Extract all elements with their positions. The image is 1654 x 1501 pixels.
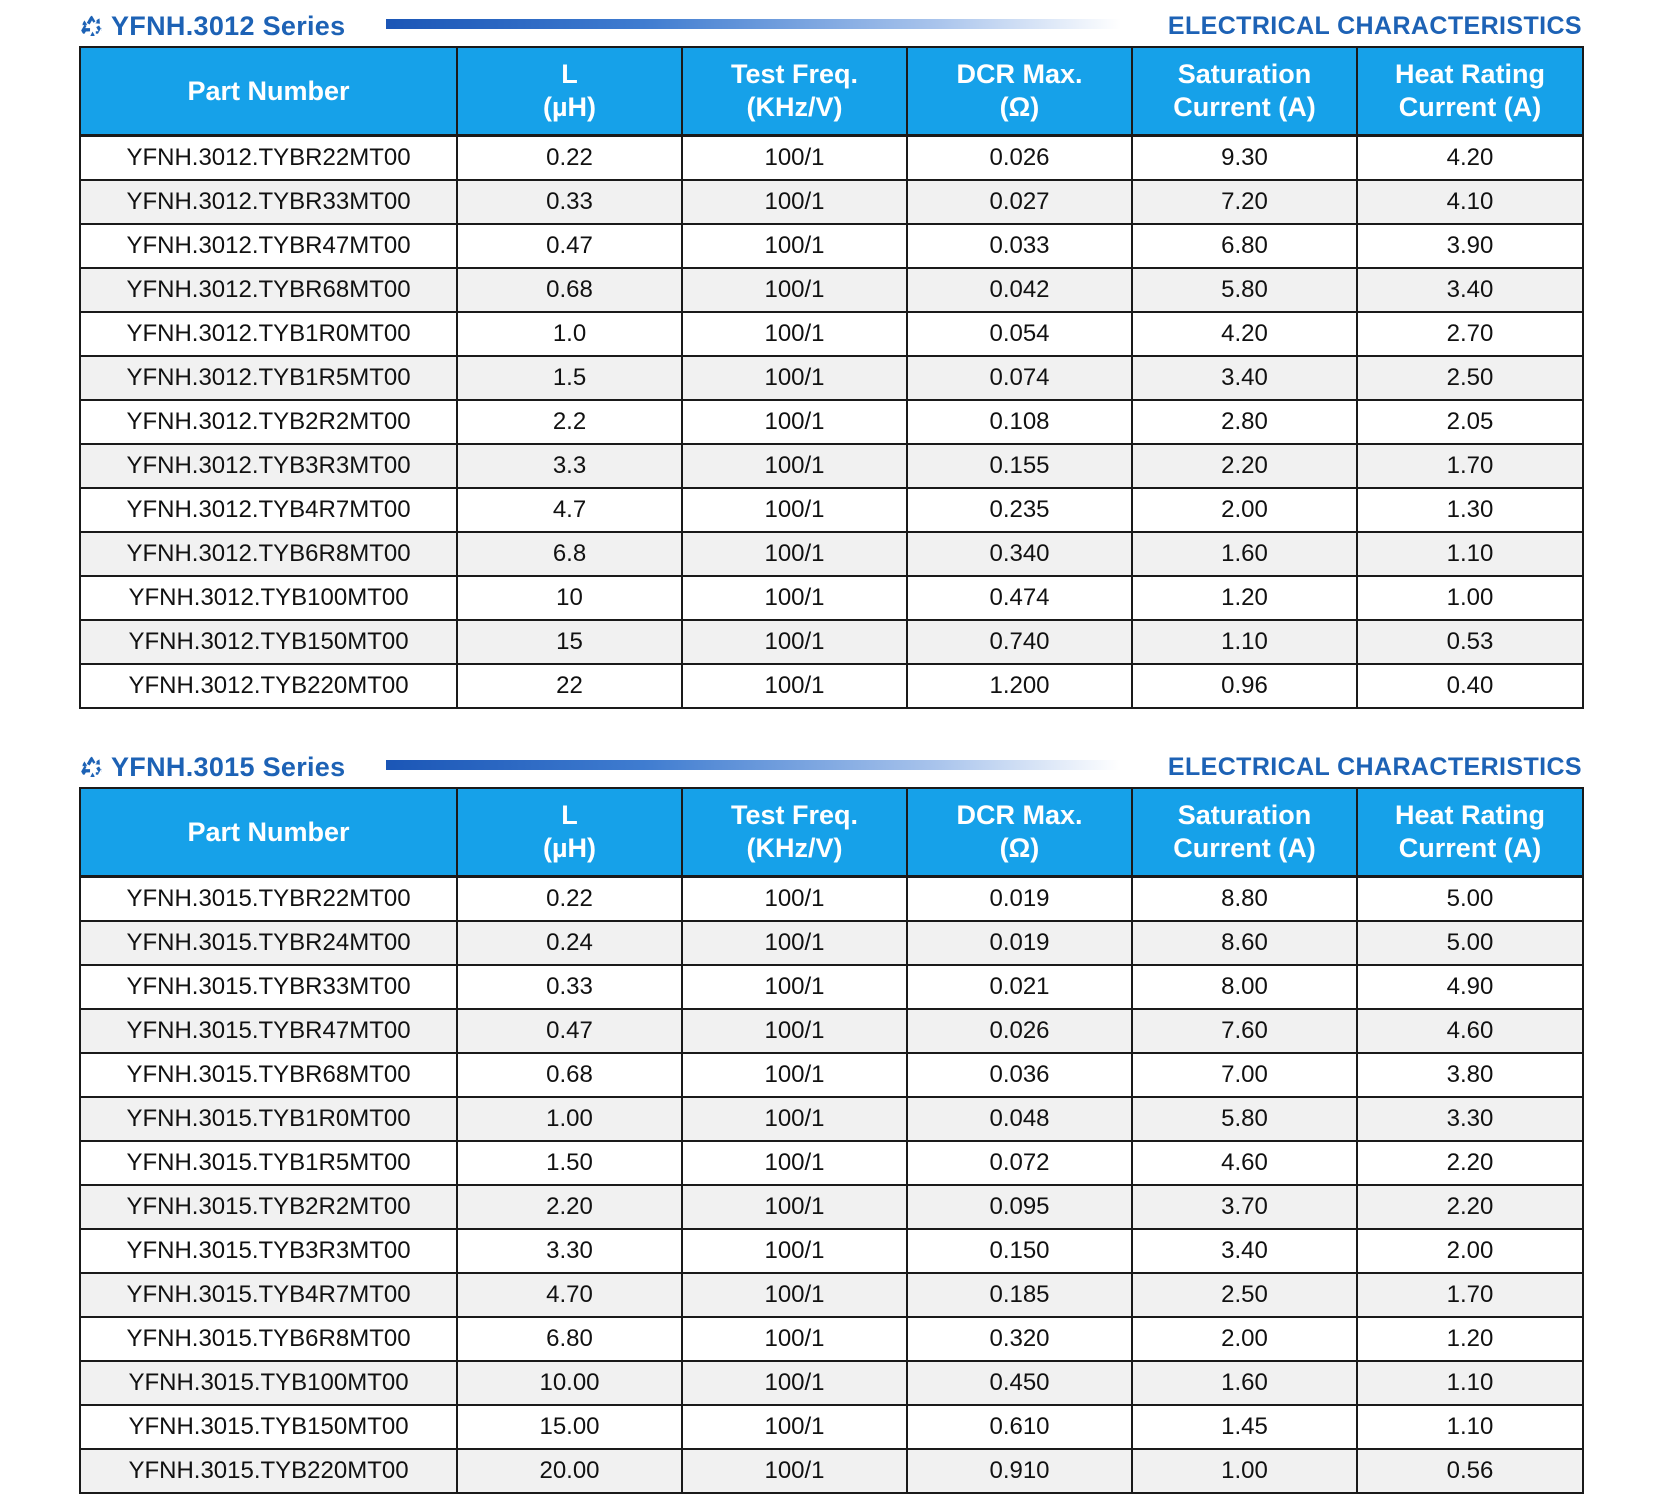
heat-rating-current-cell: 1.70	[1357, 1273, 1583, 1317]
table-row	[80, 1361, 1583, 1405]
heat-rating-current-cell: 3.80	[1357, 1053, 1583, 1097]
saturation-current-cell: 7.00	[1132, 1053, 1357, 1097]
inductance-cell: 4.70	[457, 1273, 682, 1317]
heat-rating-current-cell: 5.00	[1357, 921, 1583, 965]
heat-rating-current-cell: 3.40	[1357, 268, 1583, 312]
test-freq-cell: 100/1	[682, 965, 907, 1009]
inductance-cell: 15	[457, 620, 682, 664]
dcr-cell: 0.108	[907, 400, 1132, 444]
dcr-cell: 0.026	[907, 1009, 1132, 1053]
part-number-cell: YFNH.3015.TYB6R8MT00	[80, 1317, 457, 1361]
inductance-cell: 15.00	[457, 1405, 682, 1449]
dcr-cell: 0.027	[907, 180, 1132, 224]
dcr-cell: 0.026	[907, 136, 1132, 181]
inductance-cell: 4.7	[457, 488, 682, 532]
title-gradient-bar	[386, 760, 1121, 770]
part-number-cell: YFNH.3012.TYB6R8MT00	[80, 532, 457, 576]
saturation-current-cell: 1.00	[1132, 1449, 1357, 1493]
inductance-cell: 1.50	[457, 1141, 682, 1185]
table-row	[80, 1449, 1583, 1493]
test-freq-cell: 100/1	[682, 1009, 907, 1053]
heat-rating-current-cell: 2.20	[1357, 1185, 1583, 1229]
inductance-cell: 0.22	[457, 136, 682, 181]
inductance-cell: 0.47	[457, 1009, 682, 1053]
saturation-current-cell: 2.80	[1132, 400, 1357, 444]
part-number-cell: YFNH.3015.TYB220MT00	[80, 1449, 457, 1493]
test-freq-cell: 100/1	[682, 1097, 907, 1141]
test-freq-cell: 100/1	[682, 180, 907, 224]
saturation-current-cell: 7.20	[1132, 180, 1357, 224]
saturation-current-cell: 2.50	[1132, 1273, 1357, 1317]
series-title-text: YFNH.3012 Series	[111, 10, 346, 41]
dcr-cell: 0.019	[907, 921, 1132, 965]
heat-rating-current-cell: 4.60	[1357, 1009, 1583, 1053]
table-row	[80, 312, 1583, 356]
table-row	[80, 400, 1583, 444]
saturation-current-cell: 2.00	[1132, 488, 1357, 532]
table-row	[80, 921, 1583, 965]
saturation-current-cell: 3.40	[1132, 356, 1357, 400]
part-number-cell: YFNH.3012.TYBR22MT00	[80, 136, 457, 181]
part-number-cell: YFNH.3012.TYB150MT00	[80, 620, 457, 664]
inductance-cell: 0.33	[457, 180, 682, 224]
saturation-current-cell: 5.80	[1132, 1097, 1357, 1141]
title-gradient-bar	[386, 19, 1121, 29]
spec-table	[79, 787, 1584, 1494]
dcr-cell: 0.235	[907, 488, 1132, 532]
test-freq-cell: 100/1	[682, 1273, 907, 1317]
test-freq-cell: 100/1	[682, 268, 907, 312]
saturation-current-cell: 0.96	[1132, 664, 1357, 708]
recycle-icon	[79, 13, 105, 39]
inductance-header: L (µH)	[457, 788, 682, 877]
dcr-max-header: DCR Max. (Ω)	[907, 788, 1132, 877]
table-row	[80, 1317, 1583, 1361]
inductance-cell: 0.33	[457, 965, 682, 1009]
part-number-cell: YFNH.3015.TYB1R0MT00	[80, 1097, 457, 1141]
table-row	[80, 1405, 1583, 1449]
test-freq-cell: 100/1	[682, 136, 907, 181]
part-number-cell: YFNH.3012.TYB3R3MT00	[80, 444, 457, 488]
dcr-cell: 0.095	[907, 1185, 1132, 1229]
heat-rating-current-cell: 1.30	[1357, 488, 1583, 532]
saturation-current-cell: 8.00	[1132, 965, 1357, 1009]
heat-rating-current-cell: 1.10	[1357, 532, 1583, 576]
part-number-cell: YFNH.3012.TYB1R0MT00	[80, 312, 457, 356]
dcr-max-header: DCR Max. (Ω)	[907, 47, 1132, 136]
table-row	[80, 180, 1583, 224]
saturation-current-cell: 1.20	[1132, 576, 1357, 620]
table-row	[80, 532, 1583, 576]
table-row	[80, 444, 1583, 488]
dcr-cell: 0.740	[907, 620, 1132, 664]
inductance-cell: 0.47	[457, 224, 682, 268]
dcr-cell: 0.036	[907, 1053, 1132, 1097]
saturation-current-cell: 4.20	[1132, 312, 1357, 356]
table-row	[80, 356, 1583, 400]
series-title	[79, 6, 345, 46]
test-freq-cell: 100/1	[682, 224, 907, 268]
inductance-cell: 6.8	[457, 532, 682, 576]
table-row	[80, 965, 1583, 1009]
part-number-cell: YFNH.3012.TYB2R2MT00	[80, 400, 457, 444]
test-freq-cell: 100/1	[682, 1141, 907, 1185]
electrical-characteristics-title: ELECTRICAL CHARACTERISTICS	[1167, 753, 1582, 781]
series-section	[79, 745, 1582, 1494]
part-number-cell: YFNH.3015.TYBR47MT00	[80, 1009, 457, 1053]
saturation-current-cell: 2.00	[1132, 1317, 1357, 1361]
dcr-cell: 0.450	[907, 1361, 1132, 1405]
test-freq-cell: 100/1	[682, 400, 907, 444]
test-freq-cell: 100/1	[682, 1361, 907, 1405]
part-number-cell: YFNH.3015.TYB4R7MT00	[80, 1273, 457, 1317]
part-number-header: Part Number	[80, 788, 457, 877]
inductance-cell: 1.5	[457, 356, 682, 400]
dcr-cell: 0.042	[907, 268, 1132, 312]
part-number-cell: YFNH.3012.TYBR47MT00	[80, 224, 457, 268]
section-header	[79, 4, 1582, 46]
dcr-cell: 1.200	[907, 664, 1132, 708]
heat-rating-current-cell: 2.20	[1357, 1141, 1583, 1185]
table-row	[80, 1053, 1583, 1097]
inductance-cell: 10.00	[457, 1361, 682, 1405]
saturation-current-cell: 7.60	[1132, 1009, 1357, 1053]
inductance-cell: 2.20	[457, 1185, 682, 1229]
saturation-current-cell: 8.80	[1132, 877, 1357, 922]
test-freq-header: Test Freq. (KHz/V)	[682, 47, 907, 136]
part-number-cell: YFNH.3012.TYBR33MT00	[80, 180, 457, 224]
inductance-cell: 2.2	[457, 400, 682, 444]
heat-rating-current-cell: 4.10	[1357, 180, 1583, 224]
table-row	[80, 268, 1583, 312]
table-row	[80, 620, 1583, 664]
series-title-text: YFNH.3015 Series	[111, 751, 346, 782]
heat-rating-current-cell: 0.56	[1357, 1449, 1583, 1493]
inductance-cell: 0.24	[457, 921, 682, 965]
test-freq-cell: 100/1	[682, 488, 907, 532]
part-number-cell: YFNH.3012.TYB100MT00	[80, 576, 457, 620]
inductance-cell: 3.30	[457, 1229, 682, 1273]
dcr-cell: 0.340	[907, 532, 1132, 576]
table-body	[80, 136, 1583, 709]
saturation-current-cell: 6.80	[1132, 224, 1357, 268]
dcr-cell: 0.072	[907, 1141, 1132, 1185]
heat-rating-current-cell: 4.20	[1357, 136, 1583, 181]
test-freq-cell: 100/1	[682, 1229, 907, 1273]
heat-rating-current-cell: 2.00	[1357, 1229, 1583, 1273]
heat-rating-current-cell: 5.00	[1357, 877, 1583, 922]
part-number-cell: YFNH.3015.TYBR22MT00	[80, 877, 457, 922]
recycle-icon	[79, 754, 105, 780]
saturation-current-cell: 9.30	[1132, 136, 1357, 181]
table-body	[80, 877, 1583, 1494]
inductance-cell: 3.3	[457, 444, 682, 488]
series-section	[79, 4, 1582, 709]
part-number-cell: YFNH.3015.TYBR33MT00	[80, 965, 457, 1009]
dcr-cell: 0.610	[907, 1405, 1132, 1449]
saturation-current-cell: 3.40	[1132, 1229, 1357, 1273]
inductance-cell: 10	[457, 576, 682, 620]
inductance-cell: 1.00	[457, 1097, 682, 1141]
test-freq-cell: 100/1	[682, 1185, 907, 1229]
saturation-current-cell: 4.60	[1132, 1141, 1357, 1185]
part-number-cell: YFNH.3012.TYB4R7MT00	[80, 488, 457, 532]
inductance-cell: 6.80	[457, 1317, 682, 1361]
test-freq-cell: 100/1	[682, 444, 907, 488]
heat-rating-current-cell: 0.40	[1357, 664, 1583, 708]
heat-rating-current-cell: 1.10	[1357, 1405, 1583, 1449]
dcr-cell: 0.019	[907, 877, 1132, 922]
inductance-cell: 20.00	[457, 1449, 682, 1493]
saturation-current-cell: 1.60	[1132, 1361, 1357, 1405]
test-freq-cell: 100/1	[682, 576, 907, 620]
saturation-current-cell: 1.60	[1132, 532, 1357, 576]
saturation-current-cell: 2.20	[1132, 444, 1357, 488]
test-freq-cell: 100/1	[682, 877, 907, 922]
table-row	[80, 1229, 1583, 1273]
saturation-current-cell: 5.80	[1132, 268, 1357, 312]
test-freq-cell: 100/1	[682, 1405, 907, 1449]
dcr-cell: 0.054	[907, 312, 1132, 356]
saturation-current-header: Saturation Current (A)	[1132, 788, 1357, 877]
dcr-cell: 0.150	[907, 1229, 1132, 1273]
dcr-cell: 0.033	[907, 224, 1132, 268]
spec-table	[79, 46, 1584, 709]
saturation-current-cell: 1.45	[1132, 1405, 1357, 1449]
inductance-header: L (µH)	[457, 47, 682, 136]
part-number-cell: YFNH.3015.TYB3R3MT00	[80, 1229, 457, 1273]
heat-rating-current-header: Heat Rating Current (A)	[1357, 788, 1583, 877]
inductance-cell: 0.68	[457, 1053, 682, 1097]
inductance-cell: 1.0	[457, 312, 682, 356]
test-freq-cell: 100/1	[682, 1449, 907, 1493]
heat-rating-current-cell: 0.53	[1357, 620, 1583, 664]
heat-rating-current-cell: 1.70	[1357, 444, 1583, 488]
table-row	[80, 1097, 1583, 1141]
part-number-cell: YFNH.3015.TYBR24MT00	[80, 921, 457, 965]
heat-rating-current-header: Heat Rating Current (A)	[1357, 47, 1583, 136]
table-row	[80, 1141, 1583, 1185]
table-row	[80, 1009, 1583, 1053]
heat-rating-current-cell: 2.70	[1357, 312, 1583, 356]
heat-rating-current-cell: 1.20	[1357, 1317, 1583, 1361]
dcr-cell: 0.185	[907, 1273, 1132, 1317]
part-number-cell: YFNH.3015.TYB150MT00	[80, 1405, 457, 1449]
dcr-cell: 0.474	[907, 576, 1132, 620]
test-freq-cell: 100/1	[682, 356, 907, 400]
part-number-cell: YFNH.3015.TYB1R5MT00	[80, 1141, 457, 1185]
test-freq-cell: 100/1	[682, 1053, 907, 1097]
table-row	[80, 488, 1583, 532]
dcr-cell: 0.048	[907, 1097, 1132, 1141]
part-number-cell: YFNH.3012.TYBR68MT00	[80, 268, 457, 312]
test-freq-cell: 100/1	[682, 921, 907, 965]
heat-rating-current-cell: 1.10	[1357, 1361, 1583, 1405]
heat-rating-current-cell: 3.90	[1357, 224, 1583, 268]
dcr-cell: 0.155	[907, 444, 1132, 488]
part-number-cell: YFNH.3012.TYB1R5MT00	[80, 356, 457, 400]
test-freq-cell: 100/1	[682, 620, 907, 664]
dcr-cell: 0.320	[907, 1317, 1132, 1361]
table-row	[80, 664, 1583, 708]
electrical-characteristics-title: ELECTRICAL CHARACTERISTICS	[1167, 12, 1582, 40]
part-number-header: Part Number	[80, 47, 457, 136]
heat-rating-current-cell: 1.00	[1357, 576, 1583, 620]
inductance-cell: 0.68	[457, 268, 682, 312]
heat-rating-current-cell: 3.30	[1357, 1097, 1583, 1141]
inductance-cell: 22	[457, 664, 682, 708]
heat-rating-current-cell: 4.90	[1357, 965, 1583, 1009]
test-freq-cell: 100/1	[682, 312, 907, 356]
test-freq-cell: 100/1	[682, 532, 907, 576]
table-row	[80, 224, 1583, 268]
saturation-current-cell: 1.10	[1132, 620, 1357, 664]
part-number-cell: YFNH.3015.TYBR68MT00	[80, 1053, 457, 1097]
table-row	[80, 576, 1583, 620]
table-row	[80, 877, 1583, 922]
saturation-current-header: Saturation Current (A)	[1132, 47, 1357, 136]
table-header-row	[80, 788, 1583, 877]
part-number-cell: YFNH.3015.TYB100MT00	[80, 1361, 457, 1405]
saturation-current-cell: 8.60	[1132, 921, 1357, 965]
test-freq-header: Test Freq. (KHz/V)	[682, 788, 907, 877]
test-freq-cell: 100/1	[682, 1317, 907, 1361]
dcr-cell: 0.074	[907, 356, 1132, 400]
test-freq-cell: 100/1	[682, 664, 907, 708]
table-row	[80, 1273, 1583, 1317]
table-row	[80, 1185, 1583, 1229]
heat-rating-current-cell: 2.05	[1357, 400, 1583, 444]
series-title	[79, 747, 345, 787]
heat-rating-current-cell: 2.50	[1357, 356, 1583, 400]
inductance-cell: 0.22	[457, 877, 682, 922]
saturation-current-cell: 3.70	[1132, 1185, 1357, 1229]
dcr-cell: 0.910	[907, 1449, 1132, 1493]
table-row	[80, 136, 1583, 181]
table-header-row	[80, 47, 1583, 136]
part-number-cell: YFNH.3015.TYB2R2MT00	[80, 1185, 457, 1229]
part-number-cell: YFNH.3012.TYB220MT00	[80, 664, 457, 708]
dcr-cell: 0.021	[907, 965, 1132, 1009]
section-header	[79, 745, 1582, 787]
